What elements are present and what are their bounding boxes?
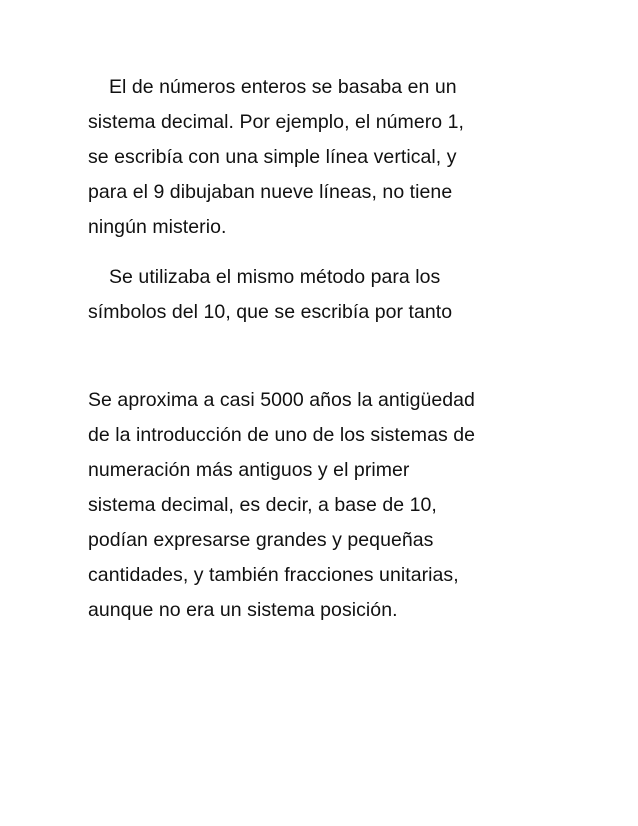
paragraph-symbols <box>88 260 558 330</box>
paragraph-line: ningún misterio. <box>88 216 227 238</box>
paragraph-line: se escribía con una simple línea vertical, y <box>88 146 457 168</box>
paragraph-line: de la introducción de uno de los sistemas de <box>88 424 476 446</box>
paragraph-history <box>88 383 558 628</box>
paragraph-line: sistema decimal, es decir, a base de 10, <box>88 494 437 516</box>
paragraph-line: numeración más antiguos y el primer <box>88 459 410 481</box>
paragraph-line: para el 9 dibujaban nueve líneas, no tiene <box>88 181 453 203</box>
paragraph-integers <box>88 70 558 245</box>
paragraph-line: sistema decimal. Por ejemplo, el número 1, <box>88 111 465 133</box>
paragraph-line: El de números enteros se basaba en un <box>109 76 457 98</box>
paragraph-line: símbolos del 10, que se escribía por tanto <box>88 301 453 323</box>
paragraph-line: aunque no era un sistema posición. <box>88 599 398 621</box>
paragraph-line: cantidades, y también fracciones unitarias, <box>88 564 459 586</box>
paragraph-line: Se aproxima a casi 5000 años la antigüedad <box>88 389 475 411</box>
paragraph-line: Se utilizaba el mismo método para los <box>109 266 441 288</box>
paragraph-line: podían expresarse grandes y pequeñas <box>88 529 434 551</box>
